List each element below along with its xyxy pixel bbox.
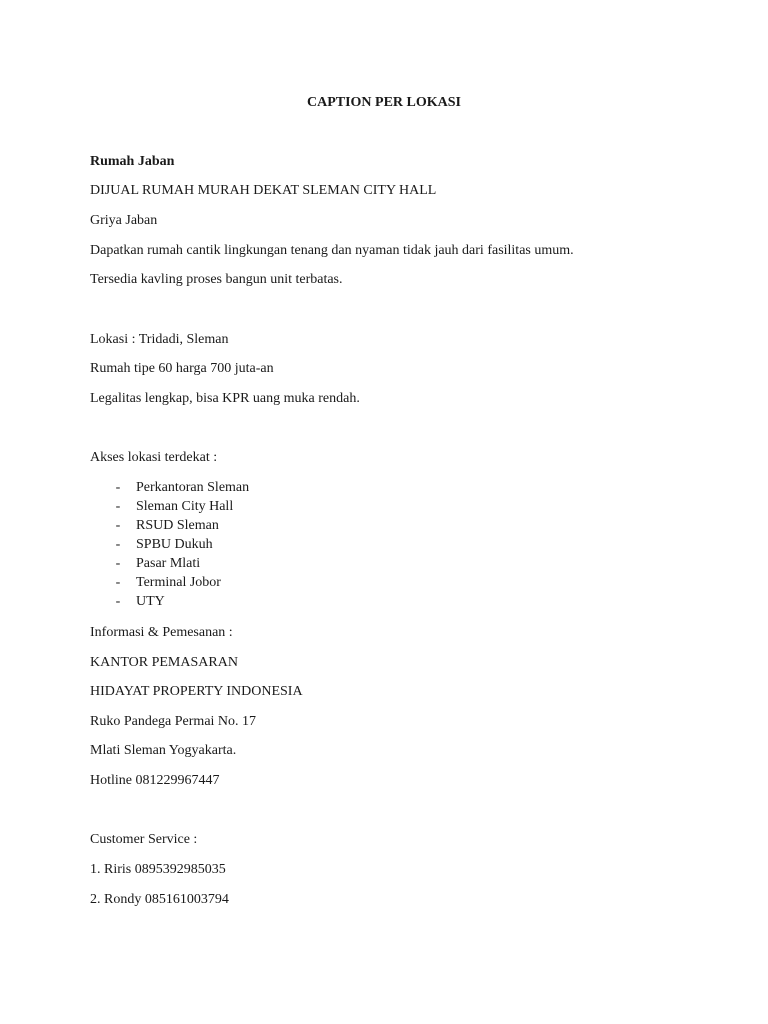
- list-dash: -: [115, 594, 121, 609]
- list-dash: -: [115, 537, 121, 552]
- description-line-1: Dapatkan rumah cantik lingkungan tenang dan nyaman tidak jauh dari fasilitas umum.: [90, 243, 574, 258]
- list-dash: -: [115, 575, 121, 590]
- akses-label: Akses lokasi terdekat :: [90, 450, 218, 465]
- list-dash: -: [115, 518, 121, 533]
- subheading: DIJUAL RUMAH MURAH DEKAT SLEMAN CITY HALL: [90, 183, 437, 198]
- customer-service-1: 1. Riris 0895392985035: [90, 862, 226, 877]
- list-item-text: RSUD Sleman: [136, 518, 219, 533]
- legalitas-text: Legalitas lengkap, bisa KPR uang muka rendah.: [90, 391, 360, 406]
- list-item-text: Pasar Mlati: [136, 556, 201, 571]
- list-dash: -: [115, 499, 121, 514]
- heading-rumah-jaban: Rumah Jaban: [90, 154, 175, 169]
- info-label: Informasi & Pemesanan :: [90, 625, 233, 640]
- address-line-1: Ruko Pandega Permai No. 17: [90, 714, 257, 729]
- address-line-2: Mlati Sleman Yogyakarta.: [90, 743, 237, 758]
- list-item-text: Terminal Jobor: [136, 575, 221, 590]
- kantor-text: KANTOR PEMASARAN: [90, 655, 238, 670]
- list-dash: -: [115, 480, 121, 495]
- property-name: Griya Jaban: [90, 213, 158, 228]
- customer-service-2: 2. Rondy 085161003794: [90, 892, 229, 907]
- list-item-text: Sleman City Hall: [136, 499, 234, 514]
- hotline-text: Hotline 081229967447: [90, 773, 220, 788]
- document-title: CAPTION PER LOKASI: [306, 95, 462, 110]
- customer-service-label: Customer Service :: [90, 832, 198, 847]
- lokasi-text: Lokasi : Tridadi, Sleman: [90, 332, 229, 347]
- tipe-text: Rumah tipe 60 harga 700 juta-an: [90, 361, 274, 376]
- description-line-2: Tersedia kavling proses bangun unit terbatas.: [90, 272, 343, 287]
- list-item-text: SPBU Dukuh: [136, 537, 213, 552]
- list-item-text: UTY: [136, 594, 165, 609]
- list-item-text: Perkantoran Sleman: [136, 480, 250, 495]
- list-dash: -: [115, 556, 121, 571]
- company-name: HIDAYAT PROPERTY INDONESIA: [90, 684, 303, 699]
